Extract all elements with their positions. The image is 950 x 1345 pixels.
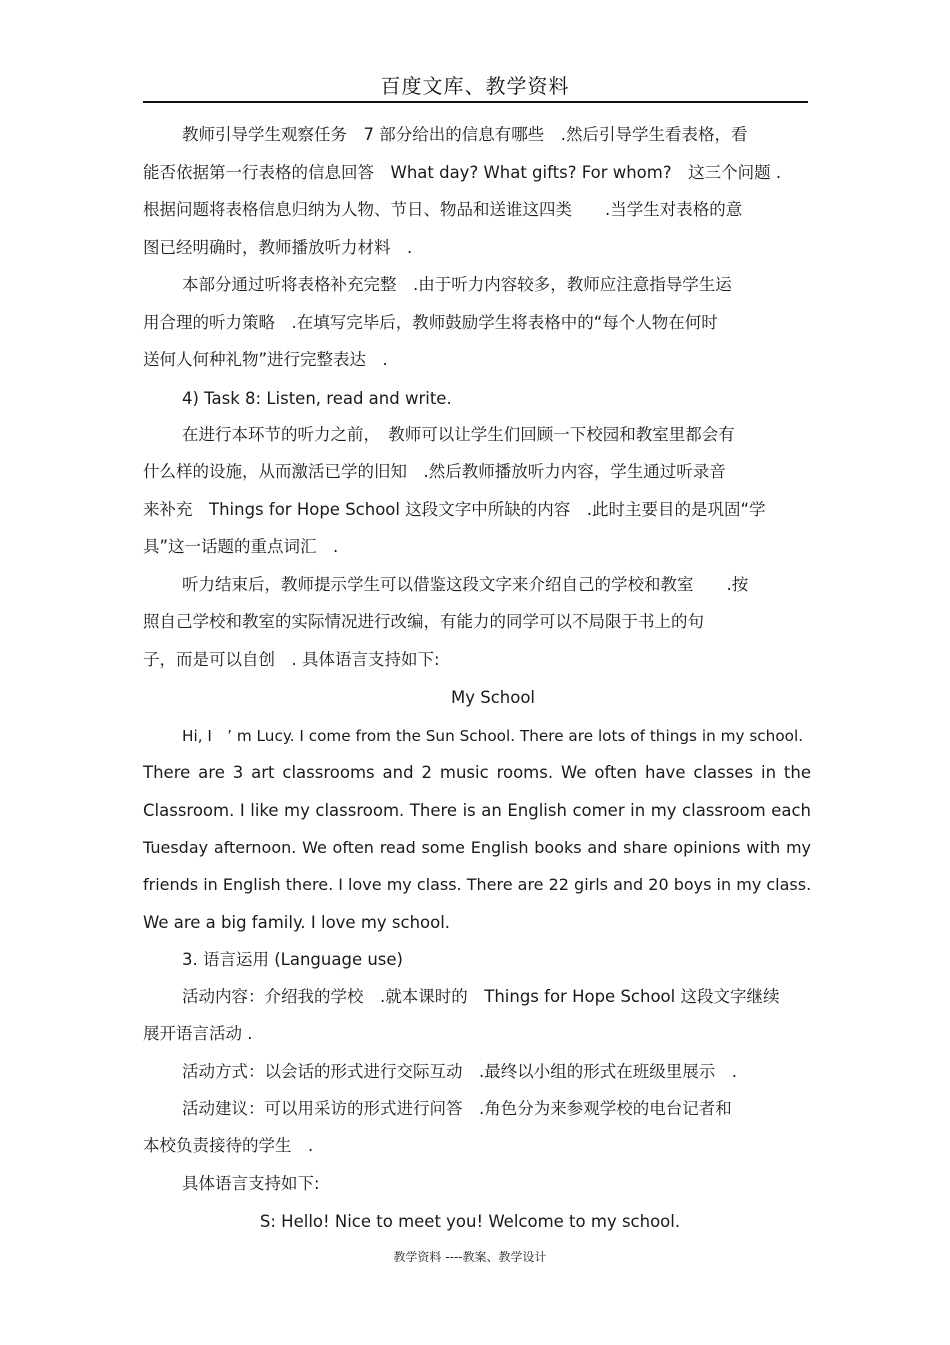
body-line: 什么样的设施，从而激活已学的旧知 .然后教师播放听力内容，学生通过听录音 (143, 462, 726, 481)
body-line: 教师引导学生观察任务 7 部分给出的信息有哪些 .然后引导学生看表格，看 (182, 125, 748, 144)
page-header-title: 百度文库、教学资料 (380, 74, 570, 98)
section-heading: 3. 语言运用 (Language use) (182, 950, 403, 969)
body-line: 能否依据第一行表格的信息回答 What day? What gifts? For whom? 这三个问题 . (143, 163, 782, 182)
passage-line: There are 3 art classrooms and 2 music rooms. We often have classes in the (143, 763, 811, 782)
body-line: 子，而是可以自创 . 具体语言支持如下: (143, 650, 440, 669)
passage-line: Hi, I ’ m Lucy. I come from the Sun School. There are lots of things in my school. (182, 727, 804, 745)
body-line: 本部分通过听将表格补充完整 .由于听力内容较多，教师应注意指导学生运 (182, 275, 732, 294)
body-line: 听力结束后，教师提示学生可以借鉴这段文字来介绍自己的学校和教室 .按 (182, 575, 749, 594)
passage-line: Tuesday afternoon. We often read some English books and share opinions with my (143, 838, 811, 857)
body-line: 展开语言活动 . (143, 1024, 253, 1043)
page-footer: 教学资料 ----教案、教学设计 (393, 1250, 547, 1264)
body-line: 用合理的听力策略 .在填写完毕后，教师鼓励学生将表格中的“每个人物在何时 (143, 313, 718, 332)
body-line: 照自己学校和教室的实际情况进行改编，有能力的同学可以不局限于书上的句 (143, 612, 704, 631)
body-line: 活动内容：介绍我的学校 .就本课时的 Things for Hope School 这段文字继续 (182, 987, 780, 1006)
section-heading: 4) Task 8: Listen, read and write. (182, 389, 452, 408)
passage-line: friends in English there. I love my class. There are 22 girls and 20 boys in my class. (143, 875, 812, 894)
dialogue-line: S: Hello! Nice to meet you! Welcome to my school. (259, 1212, 681, 1231)
body-line: 来补充 Things for Hope School 这段文字中所缺的内容 .此时主要目的是巩固“学 (143, 500, 766, 519)
body-line: 具”这一话题的重点词汇 . (143, 537, 339, 556)
body-line: 图已经明确时，教师播放听力材料 . (143, 238, 413, 257)
body-line: 活动方式：以会话的形式进行交际互动 .最终以小组的形式在班级里展示 . (182, 1062, 737, 1081)
passage-line: Classroom. I like my classroom. There is an English comer in my classroom each (143, 801, 811, 820)
body-line: 根据问题将表格信息归纳为人物、节日、物品和送谁这四类 .当学生对表格的意 (143, 200, 743, 219)
body-line: 活动建议：可以用采访的形式进行问答 .角色分为来参观学校的电台记者和 (182, 1099, 732, 1118)
passage-title: My School (450, 688, 536, 707)
body-line: 在进行本环节的听力之前， 教师可以让学生们回顾一下校园和教室里都会有 (182, 425, 735, 444)
header-divider (143, 101, 808, 103)
body-line: 送何人何种礼物”进行完整表达 . (143, 350, 388, 369)
body-line: 具体语言支持如下: (182, 1174, 320, 1193)
passage-line: We are a big family. I love my school. (143, 913, 451, 932)
body-line: 本校负责接待的学生 . (143, 1136, 314, 1155)
